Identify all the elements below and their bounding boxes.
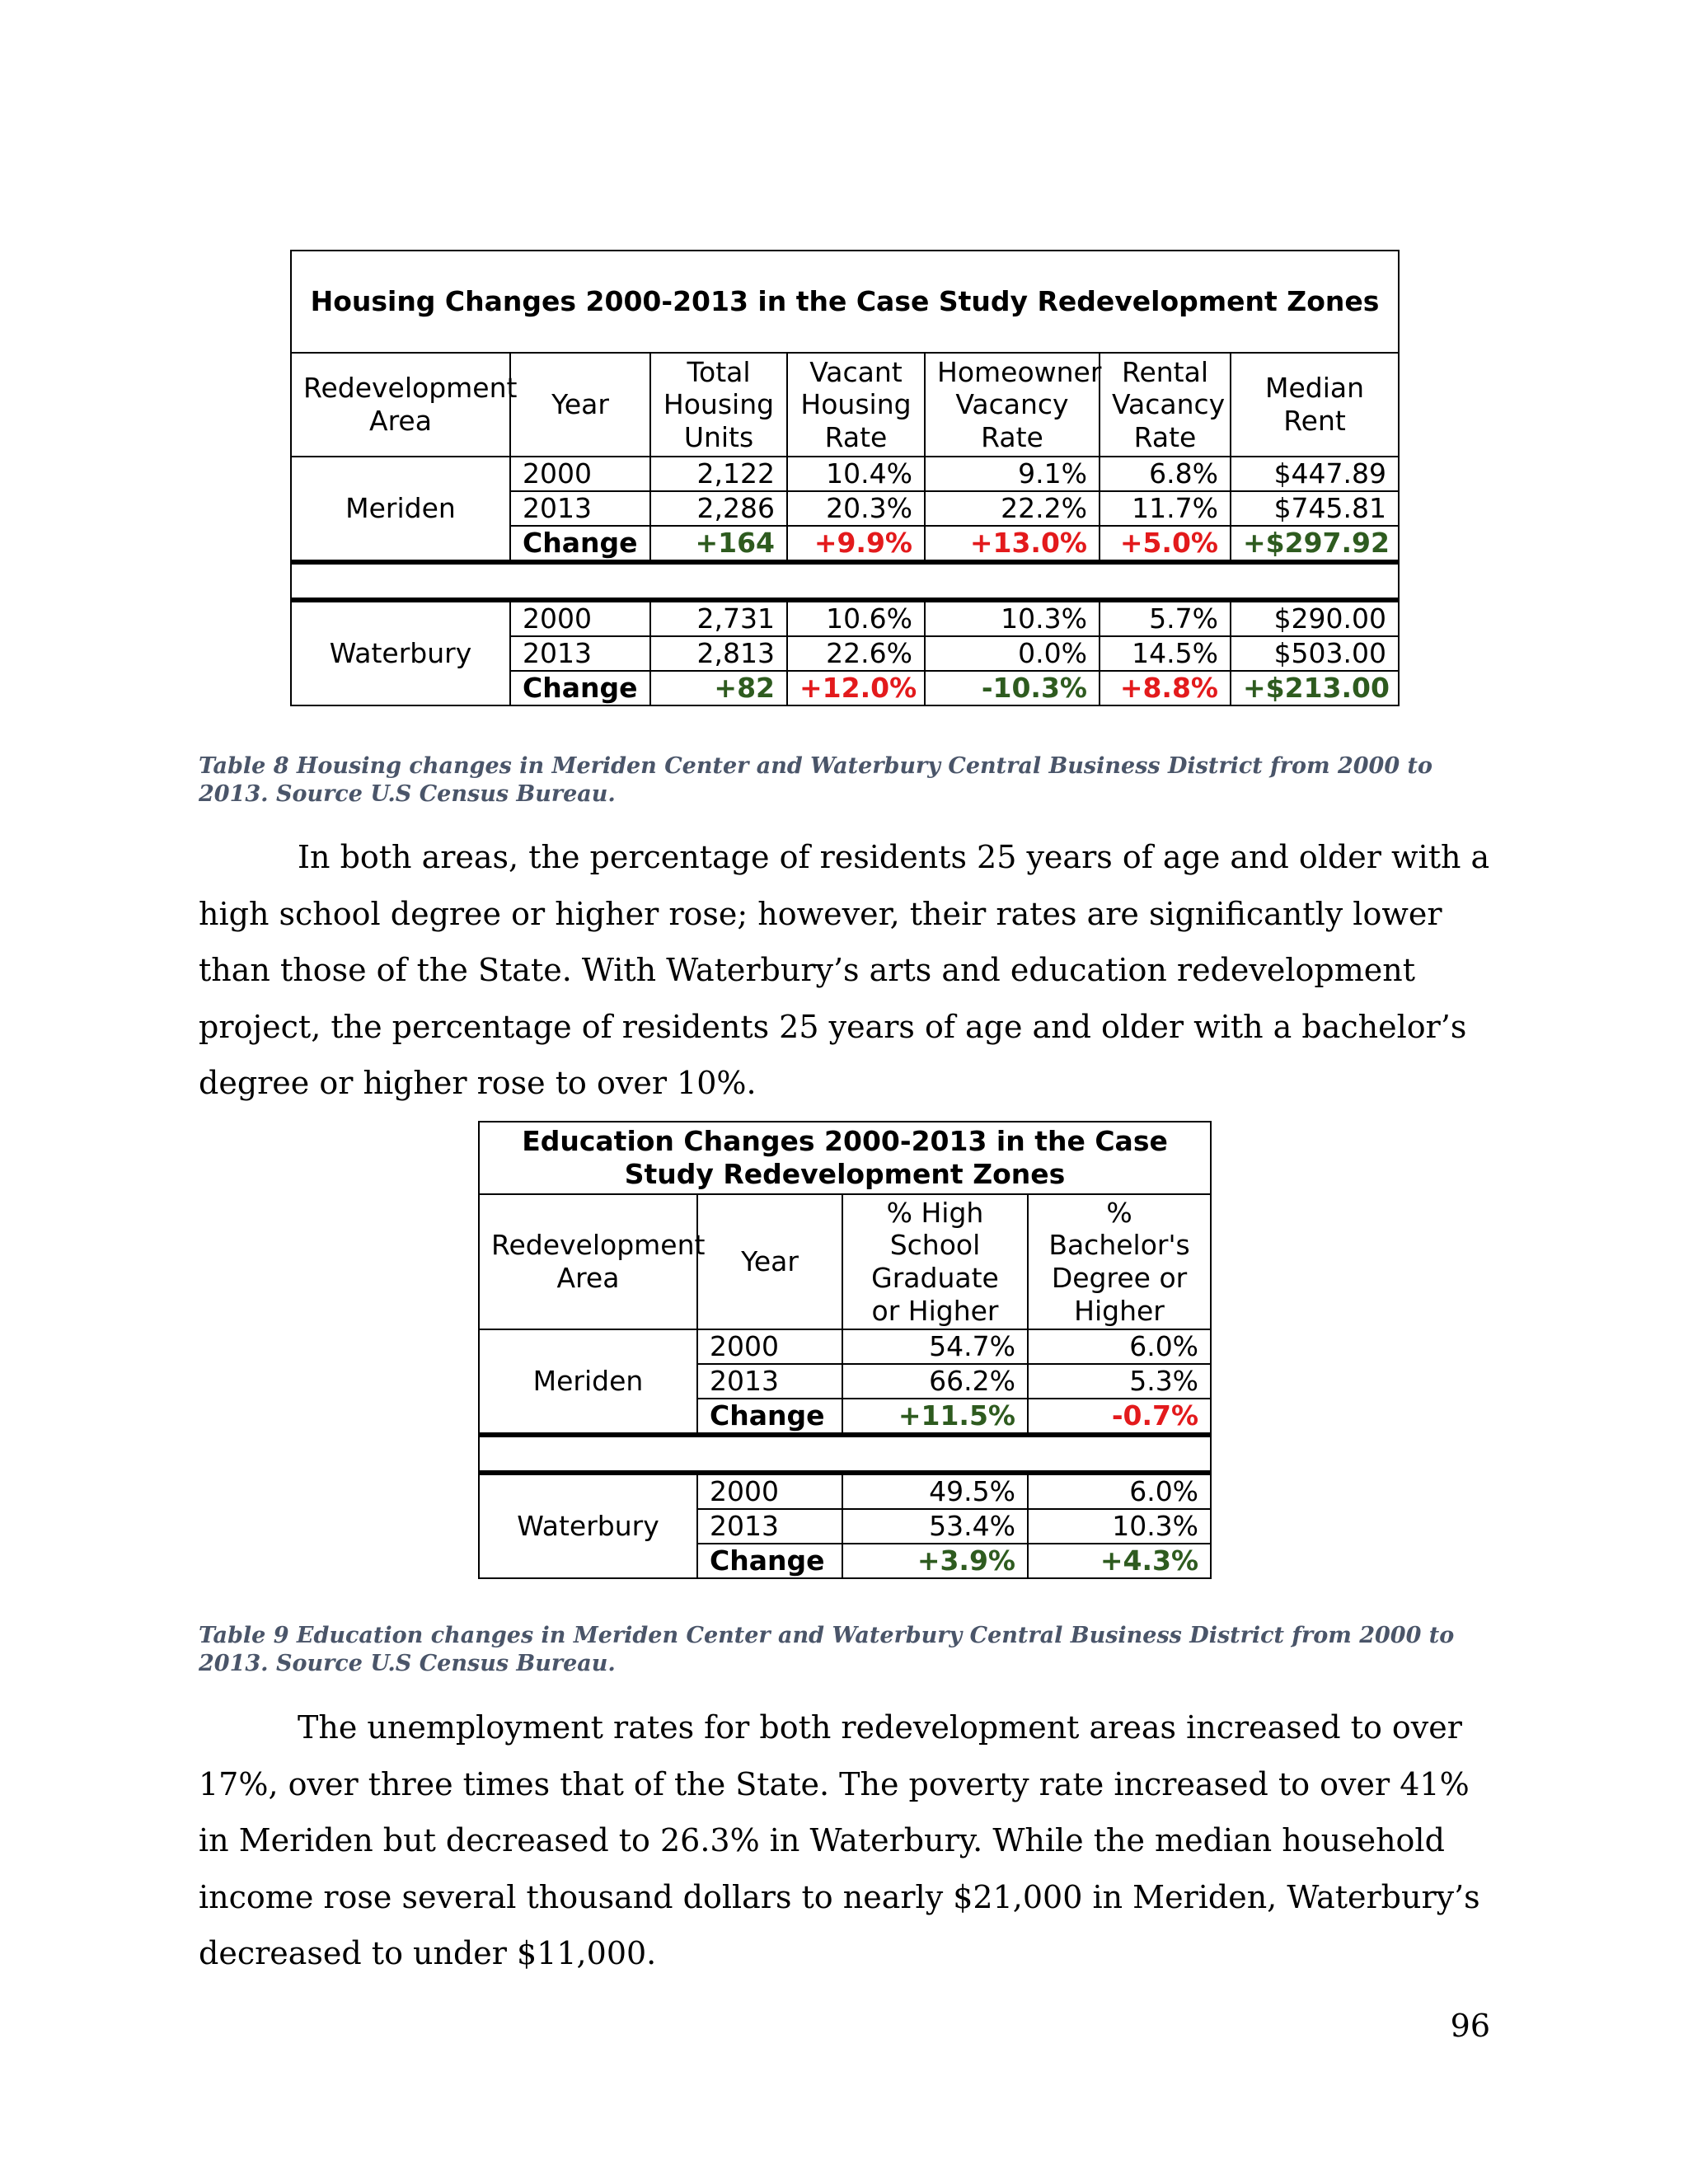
homeowner-vacancy-cell: 9.1% <box>925 457 1100 491</box>
change-homeowner-vacancy: -10.3% <box>925 671 1100 705</box>
change-vacant-rate: +12.0% <box>787 671 925 705</box>
bachelors-cell: 6.0% <box>1028 1329 1211 1364</box>
total-units-cell: 2,122 <box>650 457 787 491</box>
housing-table-title: Housing Changes 2000-2013 in the Case Study Redevelopment Zones <box>291 251 1399 353</box>
paragraph-education: In both areas, the percentage of residents 25 years of age and older with a high school degree or higher rose; however, their rates are significantly lower than those of the State. With Waterbury’s arts and education redevelopment project, the percentage of residents 25 years of age and older with a bachelor’s degree or higher rose to over 10%. <box>199 839 1490 1101</box>
change-total-units: +164 <box>650 526 787 562</box>
paragraph-employment: The unemployment rates for both redevelopment areas increased to over 17%, over three times that of the State. The poverty rate increased to over 41% in Meriden but decreased to 26.3% in Waterbury. While the median household income rose several thousand dollars to nearly $21,000 in Meriden, Waterbury’s decreased to under $11,000. <box>199 1709 1480 1971</box>
header-rental-vacancy: Rental Vacancy Rate <box>1100 353 1231 457</box>
year-cell: 2000 <box>510 457 650 491</box>
year-cell: 2000 <box>697 1329 842 1364</box>
total-units-cell: 2,286 <box>650 491 787 526</box>
change-label: Change <box>510 526 650 562</box>
vacant-rate-cell: 10.6% <box>787 600 925 636</box>
high-school-cell: 53.4% <box>842 1509 1028 1544</box>
table-separator <box>479 1435 1211 1473</box>
table-row <box>479 1329 1211 1364</box>
table-row <box>291 600 1399 636</box>
area-meriden: Meriden <box>291 457 510 562</box>
vacant-rate-cell: 10.4% <box>787 457 925 491</box>
year-cell: 2013 <box>510 636 650 671</box>
year-cell: 2013 <box>510 491 650 526</box>
header-year: Year <box>697 1194 842 1329</box>
total-units-cell: 2,813 <box>650 636 787 671</box>
separator-cell <box>479 1435 1211 1473</box>
table-9-caption: Table 9 Education changes in Meriden Center and Waterbury Central Business District from 2000 to 2013. Source U.S Census Bureau. <box>199 1623 1455 1676</box>
page-number: 96 <box>1450 2008 1490 2044</box>
area-waterbury: Waterbury <box>291 600 510 705</box>
change-median-rent: +$297.92 <box>1231 526 1399 562</box>
header-bachelors: % Bachelor's Degree or Higher <box>1028 1194 1211 1329</box>
area-waterbury: Waterbury <box>479 1473 697 1578</box>
header-year: Year <box>510 353 650 457</box>
homeowner-vacancy-cell: 10.3% <box>925 600 1100 636</box>
total-units-cell: 2,731 <box>650 600 787 636</box>
bachelors-cell: 5.3% <box>1028 1364 1211 1399</box>
area-meriden: Meriden <box>479 1329 697 1435</box>
median-rent-cell: $447.89 <box>1231 457 1399 491</box>
rental-vacancy-cell: 5.7% <box>1100 600 1231 636</box>
education-table-title: Education Changes 2000-2013 in the Case Study Redevelopment Zones <box>479 1122 1211 1194</box>
change-total-units: +82 <box>650 671 787 705</box>
year-cell: 2013 <box>697 1509 842 1544</box>
rental-vacancy-cell: 11.7% <box>1100 491 1231 526</box>
change-rental-vacancy: +8.8% <box>1100 671 1231 705</box>
median-rent-cell: $503.00 <box>1231 636 1399 671</box>
table-8-caption: Table 8 Housing changes in Meriden Center and Waterbury Central Business District from 2000 to 2013. Source U.S Census Bureau. <box>199 753 1432 807</box>
table-row <box>291 457 1399 491</box>
year-cell: 2013 <box>697 1364 842 1399</box>
change-high-school: +3.9% <box>842 1544 1028 1578</box>
vacant-rate-cell: 22.6% <box>787 636 925 671</box>
change-bachelors: -0.7% <box>1028 1399 1211 1435</box>
rental-vacancy-cell: 14.5% <box>1100 636 1231 671</box>
high-school-cell: 49.5% <box>842 1473 1028 1509</box>
change-label: Change <box>510 671 650 705</box>
bachelors-cell: 10.3% <box>1028 1509 1211 1544</box>
change-high-school: +11.5% <box>842 1399 1028 1435</box>
rental-vacancy-cell: 6.8% <box>1100 457 1231 491</box>
bachelors-cell: 6.0% <box>1028 1473 1211 1509</box>
change-bachelors: +4.3% <box>1028 1544 1211 1578</box>
high-school-cell: 54.7% <box>842 1329 1028 1364</box>
median-rent-cell: $290.00 <box>1231 600 1399 636</box>
homeowner-vacancy-cell: 22.2% <box>925 491 1100 526</box>
change-label: Change <box>697 1399 842 1435</box>
change-median-rent: +$213.00 <box>1231 671 1399 705</box>
housing-table <box>290 250 1400 706</box>
table-row <box>479 1473 1211 1509</box>
header-area: Redevelopment Area <box>291 353 510 457</box>
year-cell: 2000 <box>697 1473 842 1509</box>
median-rent-cell: $745.81 <box>1231 491 1399 526</box>
change-label: Change <box>697 1544 842 1578</box>
header-median-rent: Median Rent <box>1231 353 1399 457</box>
vacant-rate-cell: 20.3% <box>787 491 925 526</box>
homeowner-vacancy-cell: 0.0% <box>925 636 1100 671</box>
table-separator <box>291 562 1399 600</box>
header-vacant-rate: Vacant Housing Rate <box>787 353 925 457</box>
change-homeowner-vacancy: +13.0% <box>925 526 1100 562</box>
header-area: Redevelopment Area <box>479 1194 697 1329</box>
separator-cell <box>291 562 1399 600</box>
education-table <box>478 1121 1212 1579</box>
header-homeowner-vacancy: Homeowner Vacancy Rate <box>925 353 1100 457</box>
header-total-units: Total Housing Units <box>650 353 787 457</box>
header-high-school: % High School Graduate or Higher <box>842 1194 1028 1329</box>
year-cell: 2000 <box>510 600 650 636</box>
change-rental-vacancy: +5.0% <box>1100 526 1231 562</box>
change-vacant-rate: +9.9% <box>787 526 925 562</box>
high-school-cell: 66.2% <box>842 1364 1028 1399</box>
